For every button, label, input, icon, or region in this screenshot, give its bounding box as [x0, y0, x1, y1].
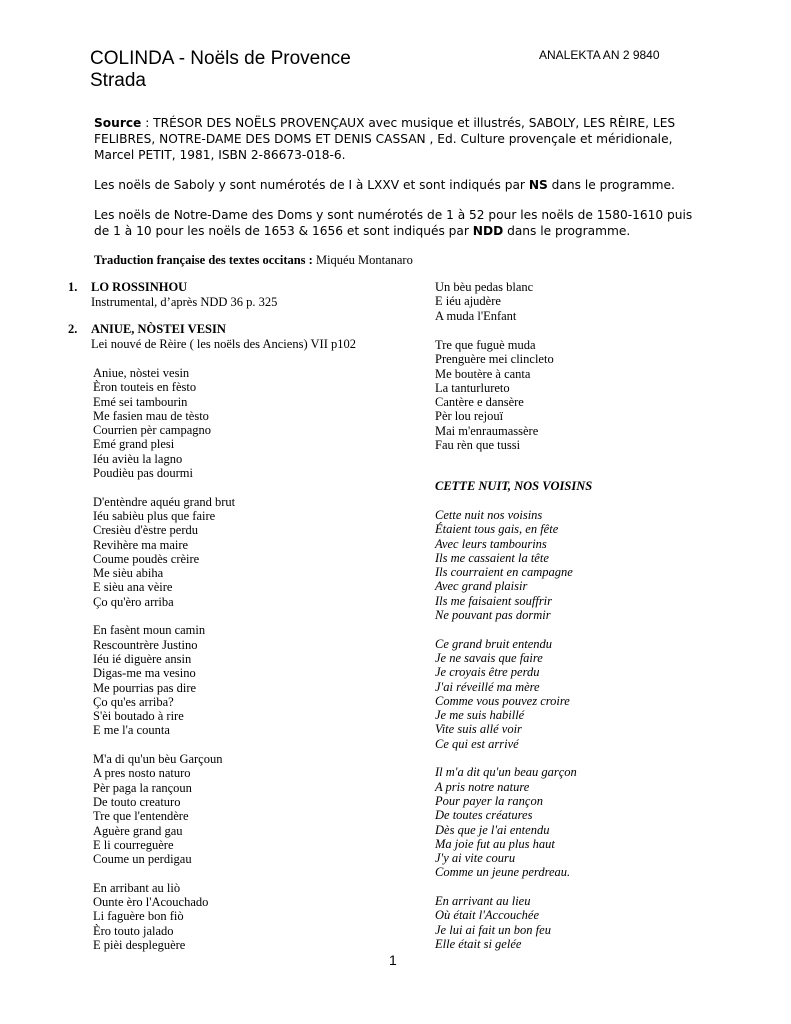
lyric-line: E sièu ana vèire: [93, 580, 173, 595]
lyric-line: M'a di qu'un bèu Garçoun: [93, 752, 223, 767]
lyric-line: Ma joie fut au plus haut: [435, 836, 555, 851]
lyric-line: En fasènt moun camin: [93, 623, 206, 638]
lyric-line: E me l'a counta: [93, 723, 170, 738]
stanza: [435, 338, 554, 452]
lyric-line: Me pourrias pas dire: [93, 680, 197, 695]
lyric-line: Tre que l'entendère: [93, 809, 189, 824]
item-title: ANIUE, NÒSTEI VESIN: [91, 322, 226, 336]
lyric-line: Ço qu'es arriba?: [93, 694, 174, 709]
lyric-line: Aguère grand gau: [93, 823, 183, 838]
lyric-line: Ne pouvant pas dormir: [435, 608, 551, 623]
lyric-line: Il m'a dit qu'un beau garçon: [435, 765, 577, 780]
lyric-line: Je lui ai fait un bon feu: [435, 922, 551, 937]
french-lyrics: [435, 508, 577, 966]
lyric-line: E iéu ajudère: [435, 294, 501, 309]
lyric-line: Ils me cassaient la tête: [435, 550, 549, 565]
catalog-number: ANALEKTA AN 2 9840: [539, 48, 660, 62]
lyric-line: Èro touto jalado: [93, 923, 174, 938]
item-title: LO ROSSINHOU: [91, 280, 188, 294]
lyric-line: Revihère ma maire: [93, 537, 189, 552]
stanza: [435, 280, 533, 323]
lyric-line: Je croyais être perdu: [435, 665, 540, 680]
lyric-line: D'entèndre aquéu grand brut: [93, 494, 236, 509]
lyric-line: Courrien pèr campagno: [93, 423, 212, 438]
lyric-line: Poudièu pas dourmi: [93, 466, 193, 481]
page-title: [90, 48, 351, 92]
lyric-line: A muda l'Enfant: [435, 308, 517, 323]
lyric-line: Tre que fuguè muda: [435, 338, 536, 352]
lyric-line: Ce grand bruit entendu: [435, 636, 553, 651]
lyric-line: Prenguère mei clincleto: [435, 352, 554, 367]
source-paragraph: [94, 115, 694, 163]
lyric-line: Un bèu pedas blanc: [435, 280, 534, 294]
lyric-line: Pèr paga la rançoun: [93, 780, 192, 795]
lyric-line: Étaient tous gais, en fête: [435, 522, 559, 537]
lyric-line: Me sièu abiha: [93, 566, 164, 581]
program-item: [68, 322, 356, 352]
lyric-line: Aniue, nòstei vesin: [93, 366, 190, 380]
ndd-note: [94, 207, 694, 239]
lyric-line: Comme un jeune perdreau.: [435, 865, 571, 880]
lyric-line: Où était l'Accouchée: [435, 908, 540, 923]
lyric-line: Ils courraient en campagne: [435, 565, 573, 580]
lyric-line: Èron touteis en fèsto: [93, 380, 197, 395]
ndd-note-text: Les noëls de Notre-Dame des Doms y sont numérotés de 1 à 52 pour les noëls de 1580-1610 puis de 1 à 10 pour les noëls de 1653 & 1656 et sont indiqués par: [94, 208, 693, 238]
source-text: : TRÉSOR DES NOËLS PROVENÇAUX avec musique et illustrés, SABOLY, LES RÈIRE, LES FELIBRES, NOTRE-DAME DES DOMS ET DENIS CASSAN , Ed. Culture provençale et méridionale, Marcel PETIT, 1981, ISBN 2-86673-018-6.: [94, 116, 676, 162]
saboly-note-end: dans le programme.: [547, 178, 675, 192]
stanza: [93, 366, 235, 480]
stanza: [93, 495, 235, 609]
lyric-line: A pris notre nature: [435, 779, 530, 794]
item-number: 2.: [68, 322, 78, 336]
lyric-line: Je ne savais que faire: [435, 650, 543, 665]
occitan-lyrics-left: [93, 366, 235, 966]
lyric-line: Avec leurs tambourins: [435, 536, 547, 551]
lyric-line: E li courreguère: [93, 837, 174, 852]
lyric-line: Vite suis allé voir: [435, 722, 522, 737]
lyric-line: Comme vous pouvez croire: [435, 693, 570, 708]
translation-credit: [94, 252, 413, 268]
stanza: [435, 765, 577, 879]
lyric-line: Iéu avièu la lagno: [93, 451, 183, 466]
stanza: [435, 508, 577, 622]
lyric-line: De toutes créatures: [435, 808, 533, 823]
lyric-line: Emé grand plesi: [93, 437, 175, 452]
translator-name: Miquéu Montanaro: [312, 253, 413, 267]
lyric-line: Coume poudès crèire: [93, 551, 200, 566]
occitan-lyrics-right-top: [435, 280, 533, 337]
lyric-line: J'y ai vite couru: [435, 851, 516, 866]
lyric-line: Emé sei tambourin: [93, 394, 188, 409]
lyric-line: Je me suis habillé: [435, 708, 525, 723]
lyric-line: De touto creaturo: [93, 794, 181, 809]
occitan-lyrics-right: [435, 338, 554, 467]
lyric-line: En arribant au liò: [93, 880, 181, 895]
lyric-line: Mai m'enraumassère: [435, 423, 539, 438]
stanza: [435, 894, 577, 951]
ndd-note-end: dans le programme.: [503, 224, 631, 238]
lyric-line: En arrivant au lieu: [435, 894, 531, 909]
saboly-note: [94, 177, 694, 193]
lyric-line: E pièi despleguère: [93, 937, 186, 952]
title-line-1: COLINDA - Noëls de Provence: [90, 48, 351, 69]
lyric-line: Ils me faisaient souffrir: [435, 593, 553, 608]
lyric-line: Digas-me ma vesino: [93, 666, 196, 681]
lyric-line: Me fasien mau de tèsto: [93, 408, 209, 423]
lyric-line: Cresièu d'èstre perdu: [93, 523, 198, 538]
source-label: Source: [94, 116, 142, 130]
lyric-line: Pour payer la rançon: [435, 793, 543, 808]
saboly-note-text: Les noëls de Saboly y sont numérotés de I à LXXV et sont indiqués par: [94, 178, 529, 192]
lyric-line: J'ai réveillé ma mère: [435, 679, 540, 694]
lyric-line: Elle était si gelée: [435, 936, 522, 951]
lyric-line: Ço qu'èro arriba: [93, 594, 174, 609]
item-subtitle: Lei nouvé de Rèire ( les noëls des Anciens) VII p102: [91, 337, 356, 351]
lyric-line: Iéu sabièu plus que faire: [93, 508, 216, 523]
lyric-line: Fau rèn que tussi: [435, 438, 521, 453]
program-item: [68, 280, 277, 310]
lyric-line: S'èi boutado à rire: [93, 709, 184, 724]
item-number: 1.: [68, 280, 78, 294]
stanza: [93, 881, 235, 952]
lyric-line: Dès que je l'ai entendu: [435, 822, 550, 837]
lyric-line: Iéu ié diguère ansin: [93, 651, 192, 666]
stanza: [435, 637, 577, 751]
lyric-line: Cantère e dansère: [435, 395, 524, 410]
lyric-line: La tanturlureto: [435, 380, 510, 395]
item-subtitle: Instrumental, d’après NDD 36 p. 325: [91, 295, 278, 309]
stanza: [93, 752, 235, 866]
lyric-line: Ce qui est arrivé: [435, 736, 519, 751]
title-line-2: Strada: [90, 70, 146, 91]
lyric-line: Cette nuit nos voisins: [435, 508, 543, 522]
stanza: [93, 623, 235, 737]
page-number: 1: [389, 952, 397, 968]
lyric-line: Rescountrère Justino: [93, 637, 198, 652]
lyric-line: Avec grand plaisir: [435, 579, 528, 594]
lyric-line: Li faguère bon fiò: [93, 909, 184, 924]
saboly-abbr: NS: [528, 178, 548, 192]
french-translation-title: CETTE NUIT, NOS VOISINS: [435, 479, 593, 493]
lyric-line: Coume un perdigau: [93, 852, 192, 867]
lyric-line: Ounte èro l'Acouchado: [93, 894, 209, 909]
translation-label: Traduction française des textes occitans :: [94, 253, 313, 267]
lyric-line: A pres nosto naturo: [93, 766, 191, 781]
lyric-line: Pèr lou rejouï: [435, 409, 504, 424]
lyric-line: Me boutère à canta: [435, 366, 531, 381]
ndd-abbr: NDD: [472, 224, 504, 238]
